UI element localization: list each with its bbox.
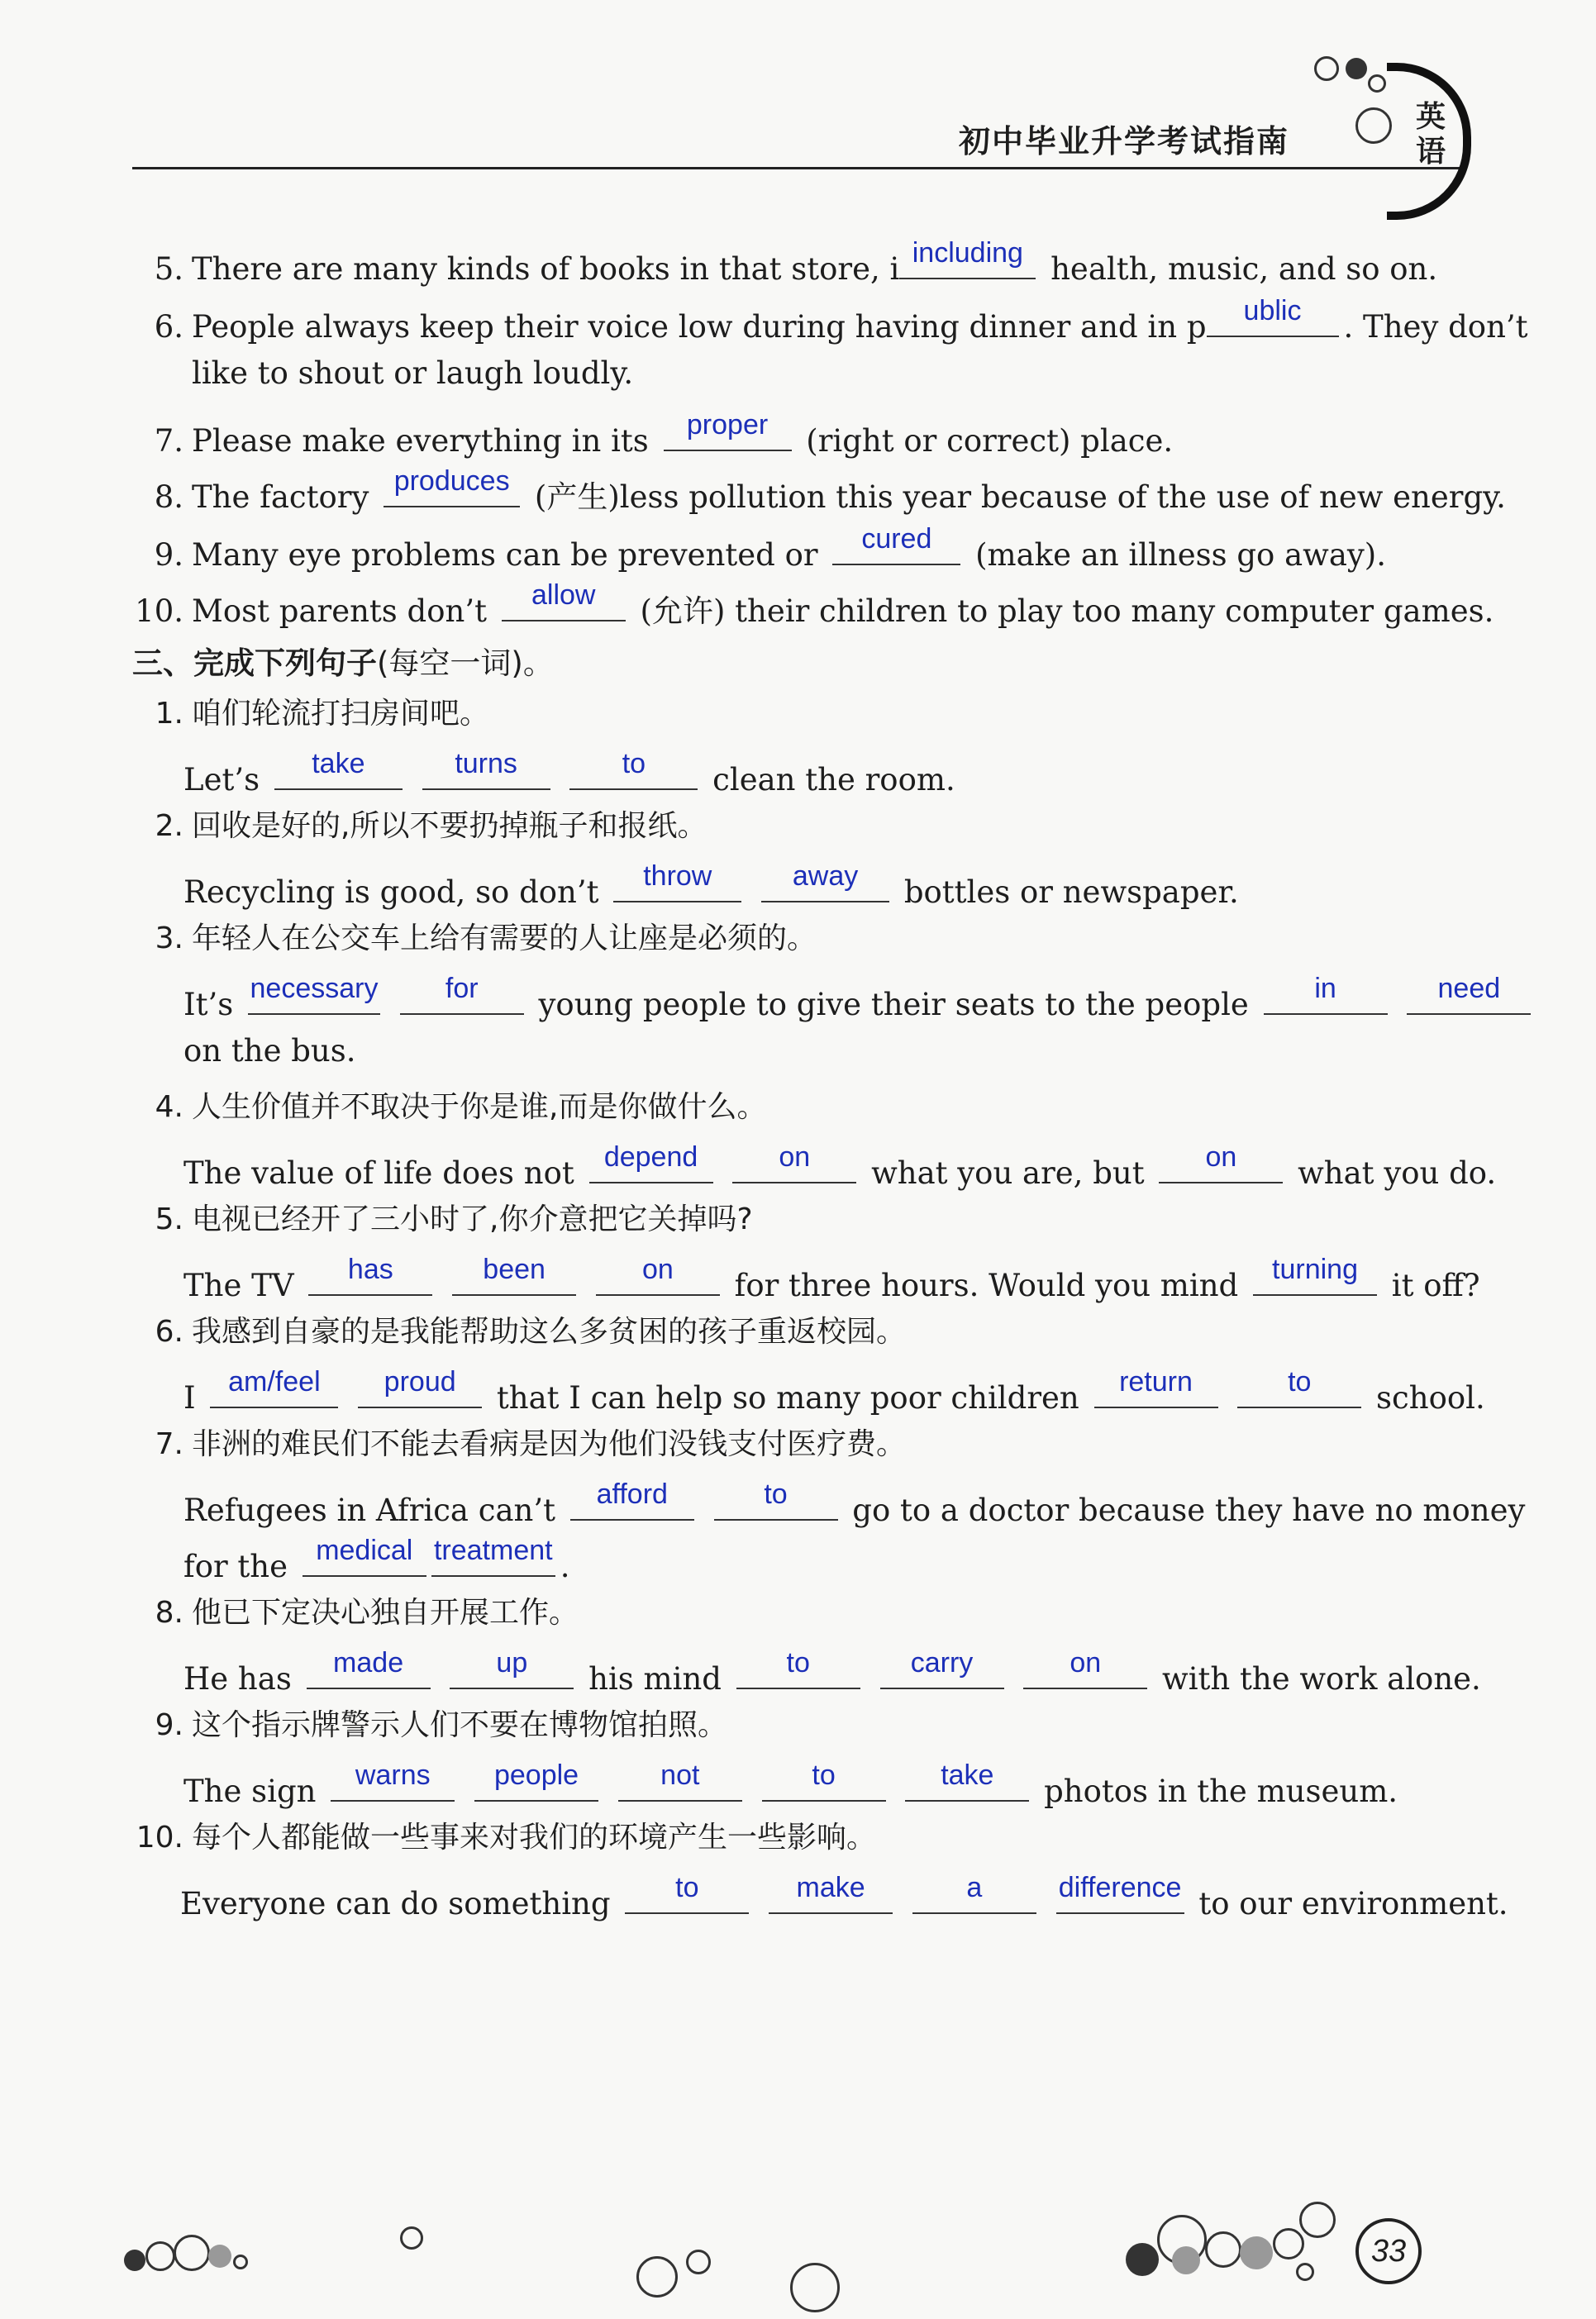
answer-blank[interactable]: has [308, 1256, 432, 1296]
answer-blank[interactable]: treatment [431, 1537, 555, 1577]
decor-circle-icon [1296, 2263, 1314, 2281]
part3-item-5-en: The TV has been on for three hours. Would you mind turning it off? [183, 1254, 1480, 1303]
header-title: 初中毕业升学考试指南 [959, 122, 1290, 160]
part3-item-4-cn: 4. 人生价值并不取决于你是谁,而是你做什么。 [155, 1090, 767, 1124]
answer-blank[interactable]: need [1407, 975, 1531, 1015]
answer-blank[interactable]: on [596, 1256, 720, 1296]
decor-dot-icon [208, 2245, 231, 2268]
decor-circle-icon [400, 2226, 423, 2250]
decor-dot-icon [1172, 2246, 1200, 2274]
part3-item-1-en: Let’s take turns to clean the room. [183, 748, 955, 798]
part3-item-3-en: It’s necessary for young people to give their seats to the people in need [183, 975, 1536, 1025]
part3-item-6-en: I am/feel proud that I can help so many poor children return to school. [183, 1366, 1485, 1416]
part3-item-7-en: Refugees in Africa can’t afford to go to a doctor because they have no money [183, 1479, 1526, 1528]
part3-item-5-cn: 5. 电视已经开了三小时了,你介意把它关掉吗? [155, 1202, 753, 1236]
answer-blank[interactable]: am/feel [210, 1369, 338, 1408]
part3-item-3-cn: 3. 年轻人在公交车上给有需要的人让座是必须的。 [155, 921, 817, 955]
answer-blank[interactable]: to [714, 1481, 838, 1521]
decor-circle-icon [1314, 56, 1339, 81]
part2-item-6: 6. People always keep their voice low during having dinner and in p ublic . They don’t [154, 295, 1528, 345]
answer-blank[interactable]: in [1264, 975, 1388, 1015]
decor-circle-icon [145, 2241, 175, 2271]
answer-blank[interactable]: for [400, 975, 524, 1015]
decor-circle-icon [233, 2255, 248, 2269]
part3-item-7-cont: for the medical treatment . [183, 1535, 570, 1584]
answer-blank[interactable]: to [625, 1874, 749, 1914]
answer-blank[interactable]: turning [1253, 1256, 1377, 1296]
answer-blank[interactable]: made [307, 1650, 431, 1689]
answer-blank[interactable]: return [1094, 1369, 1218, 1408]
answer-blank[interactable]: a [912, 1874, 1036, 1914]
answer-blank[interactable]: carry [880, 1650, 1004, 1689]
answer-blank[interactable]: on [1023, 1650, 1147, 1689]
part3-item-8-en: He has made up his mind to carry on with the work alone. [183, 1647, 1481, 1697]
part2-item-5: 5. There are many kinds of books in that store, i including health, music, and so on. [154, 237, 1438, 287]
answer-blank[interactable]: been [452, 1256, 576, 1296]
part3-item-1-cn: 1. 咱们轮流打扫房间吧。 [155, 697, 490, 731]
part2-item-10: 10. Most parents don’t allow (允许) their children to play too many computer games. [135, 579, 1494, 629]
answer-blank[interactable]: allow [502, 582, 626, 621]
answer-blank[interactable]: ublic [1207, 298, 1339, 337]
decor-circle-icon [1299, 2202, 1336, 2238]
answer-blank[interactable]: take [905, 1762, 1029, 1802]
decor-circle-icon [1355, 107, 1392, 144]
answer-blank[interactable]: proper [664, 412, 792, 451]
answer-blank[interactable]: necessary [248, 975, 380, 1015]
answer-blank[interactable]: up [450, 1650, 574, 1689]
answer-blank[interactable]: to [762, 1762, 886, 1802]
answer-blank[interactable]: afford [570, 1481, 694, 1521]
subject-label: 英语 [1415, 99, 1446, 169]
answer-blank[interactable]: depend [589, 1144, 713, 1183]
part3-item-9-en: The sign warns people not to take photos in the museum. [183, 1759, 1398, 1809]
page-number: 33 [1355, 2218, 1422, 2284]
part3-item-6-cn: 6. 我感到自豪的是我能帮助这么多贫困的孩子重返校园。 [155, 1315, 907, 1349]
part2-item-7: 7. Please make everything in its proper (right or correct) place. [154, 409, 1174, 459]
decor-circle-icon [636, 2256, 678, 2298]
answer-blank[interactable]: on [1159, 1144, 1283, 1183]
answer-blank[interactable]: warns [331, 1762, 455, 1802]
decor-circle-icon [174, 2235, 210, 2271]
decor-circle-icon [1368, 74, 1386, 93]
decor-circle-icon [790, 2263, 840, 2312]
answer-blank[interactable]: take [274, 750, 403, 790]
answer-blank[interactable]: to [736, 1650, 860, 1689]
answer-blank[interactable]: including [899, 240, 1036, 279]
answer-blank[interactable]: make [769, 1874, 893, 1914]
part3-item-8-cn: 8. 他已下定决心独自开展工作。 [155, 1596, 579, 1630]
decor-circle-icon [686, 2250, 711, 2274]
decor-dot-icon [1240, 2236, 1273, 2269]
answer-blank[interactable]: medical [303, 1537, 426, 1577]
part3-item-4-en: The value of life does not depend on what you are, but on what you do. [183, 1141, 1497, 1191]
part3-item-2-en: Recycling is good, so don’t throw away bottles or newspaper. [183, 860, 1239, 910]
answer-blank[interactable]: to [1237, 1369, 1361, 1408]
answer-blank[interactable]: turns [422, 750, 550, 790]
answer-blank[interactable]: to [569, 750, 698, 790]
answer-blank[interactable]: produces [384, 468, 520, 507]
part3-item-10-en: Everyone can do something to make a difference to our environment. [180, 1872, 1508, 1921]
decor-circle-icon [1205, 2231, 1241, 2268]
answer-blank[interactable]: on [732, 1144, 856, 1183]
header-rule [132, 167, 1463, 169]
answer-blank[interactable]: throw [613, 863, 741, 902]
answer-blank[interactable]: cured [832, 526, 960, 565]
decor-dot-icon [1346, 58, 1367, 79]
part3-item-3-cont: on the bus. [183, 1033, 356, 1069]
answer-blank[interactable]: not [618, 1762, 742, 1802]
answer-blank[interactable]: people [474, 1762, 598, 1802]
part3-item-9-cn: 9. 这个指示牌警示人们不要在博物馆拍照。 [155, 1708, 728, 1742]
part2-item-6-cont: like to shout or laugh loudly. [192, 355, 634, 391]
decor-circle-icon [1273, 2228, 1304, 2259]
part3-item-10-cn: 10. 每个人都能做一些事来对我们的环境产生一些影响。 [136, 1821, 877, 1855]
answer-blank[interactable]: proud [358, 1369, 482, 1408]
answer-blank[interactable]: away [761, 863, 889, 902]
decor-dot-icon [1126, 2243, 1159, 2276]
part2-item-8: 8. The factory produces (产生)less pollution this year because of the use of new energy. [154, 465, 1506, 515]
part3-item-2-cn: 2. 回收是好的,所以不要扔掉瓶子和报纸。 [155, 809, 707, 843]
part3-item-7-cn: 7. 非洲的难民们不能去看病是因为他们没钱支付医疗费。 [155, 1427, 907, 1461]
section-heading: 三、完成下列句子(每空一词)。 [132, 645, 554, 681]
part2-item-9: 9. Many eye problems can be prevented or cured (make an illness go away). [154, 523, 1386, 573]
decor-dot-icon [124, 2250, 145, 2271]
answer-blank[interactable]: difference [1056, 1874, 1184, 1914]
